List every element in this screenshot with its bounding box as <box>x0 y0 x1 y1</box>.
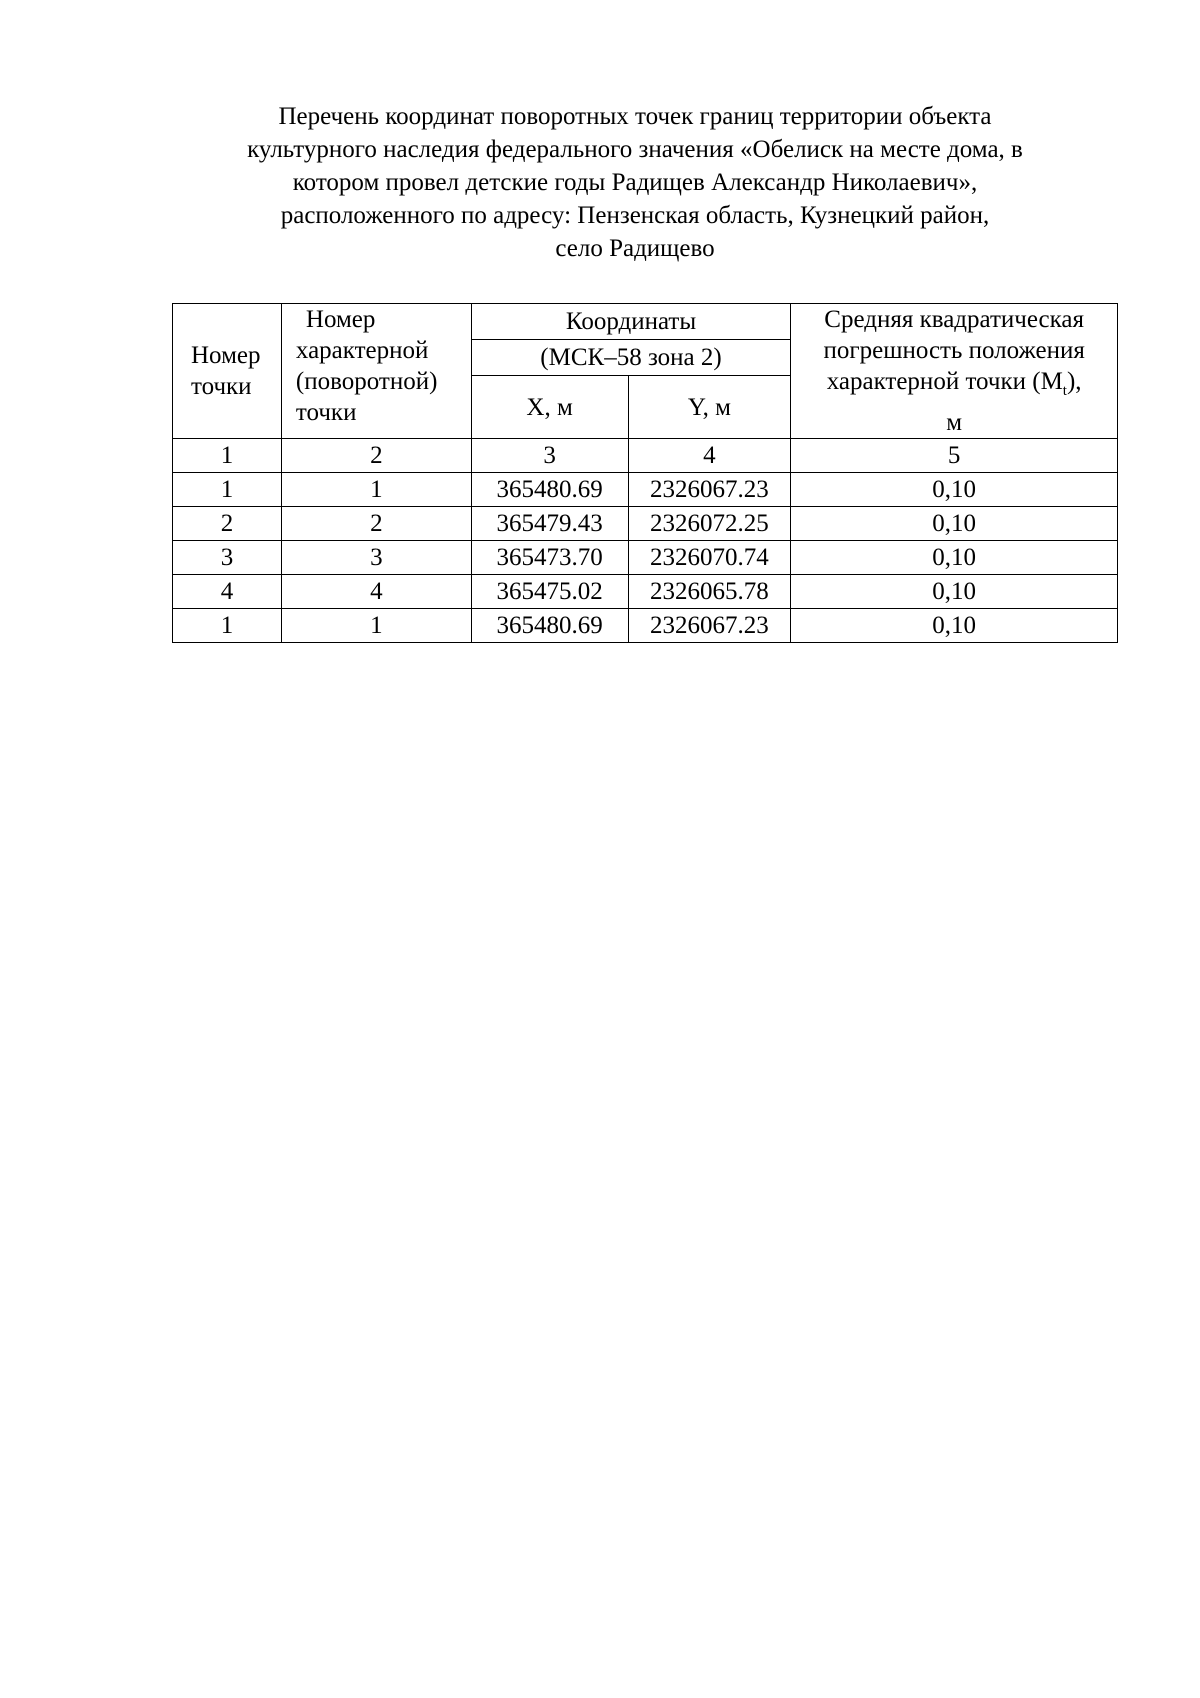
cell-char-point: 2 <box>281 507 471 541</box>
cell-y: 2326072.25 <box>628 507 791 541</box>
cell-error: 0,10 <box>791 473 1118 507</box>
cell-x: 365479.43 <box>471 507 628 541</box>
cell-point: 1 <box>173 609 282 643</box>
cell-y: 2326067.23 <box>628 473 791 507</box>
cell-y: 2326065.78 <box>628 575 791 609</box>
cell-point: 3 <box>173 541 282 575</box>
header-coordinate-system: (МСК–58 зона 2) <box>471 340 791 376</box>
table-body <box>173 439 1118 643</box>
cell-x: 365473.70 <box>471 541 628 575</box>
table-row <box>173 609 1118 643</box>
cell-x: 365480.69 <box>471 609 628 643</box>
cell-error: 0,10 <box>791 575 1118 609</box>
table-row <box>173 575 1118 609</box>
column-number: 3 <box>471 439 628 473</box>
header-coordinates: Координаты <box>471 304 791 340</box>
cell-char-point: 1 <box>281 609 471 643</box>
cell-x: 365480.69 <box>471 473 628 507</box>
cell-y: 2326067.23 <box>628 609 791 643</box>
header-x: X, м <box>471 376 628 439</box>
table-row <box>173 507 1118 541</box>
column-numbers-row <box>173 439 1118 473</box>
table-row <box>173 541 1118 575</box>
title-line-4: расположенного по адресу: Пензенская область, Кузнецкий район, <box>280 202 990 229</box>
cell-point: 1 <box>173 473 282 507</box>
column-number: 5 <box>791 439 1118 473</box>
column-number: 4 <box>628 439 791 473</box>
cell-point: 4 <box>173 575 282 609</box>
cell-y: 2326070.74 <box>628 541 791 575</box>
column-number: 2 <box>281 439 471 473</box>
title-line-2: культурного наследия федерального значения «Обелиск на месте дома, в <box>247 136 1023 163</box>
cell-char-point: 4 <box>281 575 471 609</box>
document-title <box>150 100 1120 265</box>
cell-error: 0,10 <box>791 609 1118 643</box>
cell-char-point: 1 <box>281 473 471 507</box>
title-line-3: котором провел детские годы Радищев Александр Николаевич», <box>292 169 978 196</box>
header-characteristic-point-number: Номер характерной (поворотной) точки <box>281 304 471 439</box>
cell-x: 365475.02 <box>471 575 628 609</box>
header-y: Y, м <box>628 376 791 439</box>
coordinates-table <box>172 303 1118 643</box>
table-header <box>173 304 1118 439</box>
cell-point: 2 <box>173 507 282 541</box>
title-line-5: село Радищево <box>555 235 715 262</box>
cell-error: 0,10 <box>791 507 1118 541</box>
column-number: 1 <box>173 439 282 473</box>
header-point-number: Номер точки <box>173 304 282 439</box>
table-row <box>173 473 1118 507</box>
header-rms-error: Средняя квадратическая погрешность положения характерной точки $(M_t)$, м <box>791 304 1118 439</box>
title-line-1: Перечень координат поворотных точек границ территории объекта <box>278 103 992 130</box>
cell-error: 0,10 <box>791 541 1118 575</box>
cell-char-point: 3 <box>281 541 471 575</box>
